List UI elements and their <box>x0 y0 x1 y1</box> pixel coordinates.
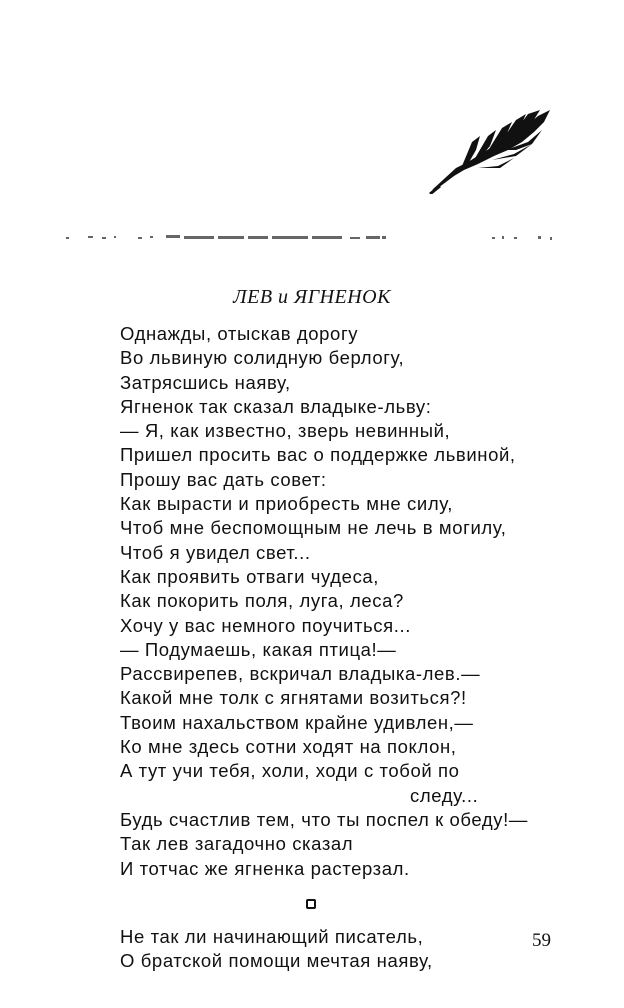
poem-line: Чтоб мне беспомощным не лечь в могилу, <box>120 517 507 539</box>
poem-line: Будь счастлив тем, что ты поспел к обеду!— <box>120 808 528 830</box>
poem-line: Прошу вас дать совет: <box>120 468 327 490</box>
poem-line: — Я, как известно, зверь невинный, <box>120 420 451 442</box>
poem-line: А тут учи тебя, холи, ходи с тобой по <box>120 760 460 782</box>
poem-line: Как покорить поля, луга, леса? <box>120 590 404 612</box>
poem-line: Так лев загадочно сказал <box>120 833 354 855</box>
page-number: 59 <box>532 930 551 951</box>
poem-line: Рассвирепев, вскричал владыка-лев.— <box>120 663 481 685</box>
fable-text <box>120 322 560 973</box>
poem-line: Затрясшись наяву, <box>120 371 291 393</box>
poem-line: Хочу у вас немного поучиться... <box>120 614 411 636</box>
poem-line: Ко мне здесь сотни ходят на поклон, <box>120 736 457 758</box>
poem-line: Ягненок так сказал владыке-льву: <box>120 395 432 417</box>
poem-line: Как проявить отваги чудеса, <box>120 565 380 587</box>
poem-line-continuation: следу... <box>410 784 479 806</box>
poem-line: Как вырасти и приобресть мне силу, <box>120 493 453 515</box>
poem-line: Чтоб я увидел свет... <box>120 541 311 563</box>
quill-feather-icon <box>428 108 554 194</box>
poem-line: И тотчас же ягненка растерзал. <box>120 857 410 879</box>
section-separator <box>120 881 560 925</box>
poem-line: Какой мне толк с ягнятами возиться?! <box>120 687 467 709</box>
poem-line: — Подумаешь, какая птица!— <box>120 638 397 660</box>
poem-line: Однажды, отыскав дорогу <box>120 323 359 344</box>
moral-line: Не так ли начинающий писатель, <box>120 925 424 947</box>
poem-line: Пришел просить вас о поддержке львиной, <box>120 444 516 466</box>
dotted-divider-line <box>66 232 564 244</box>
poem-line: Твоим нахальством крайне удивлен,— <box>120 711 474 733</box>
poem-line: Во львиную солидную берлогу, <box>120 347 405 369</box>
fable-title: ЛЕВ и ЯГНЕНОК <box>233 286 391 308</box>
moral-line: О братской помощи мечтая наяву, <box>120 950 433 972</box>
square-ornament-icon <box>306 899 316 909</box>
